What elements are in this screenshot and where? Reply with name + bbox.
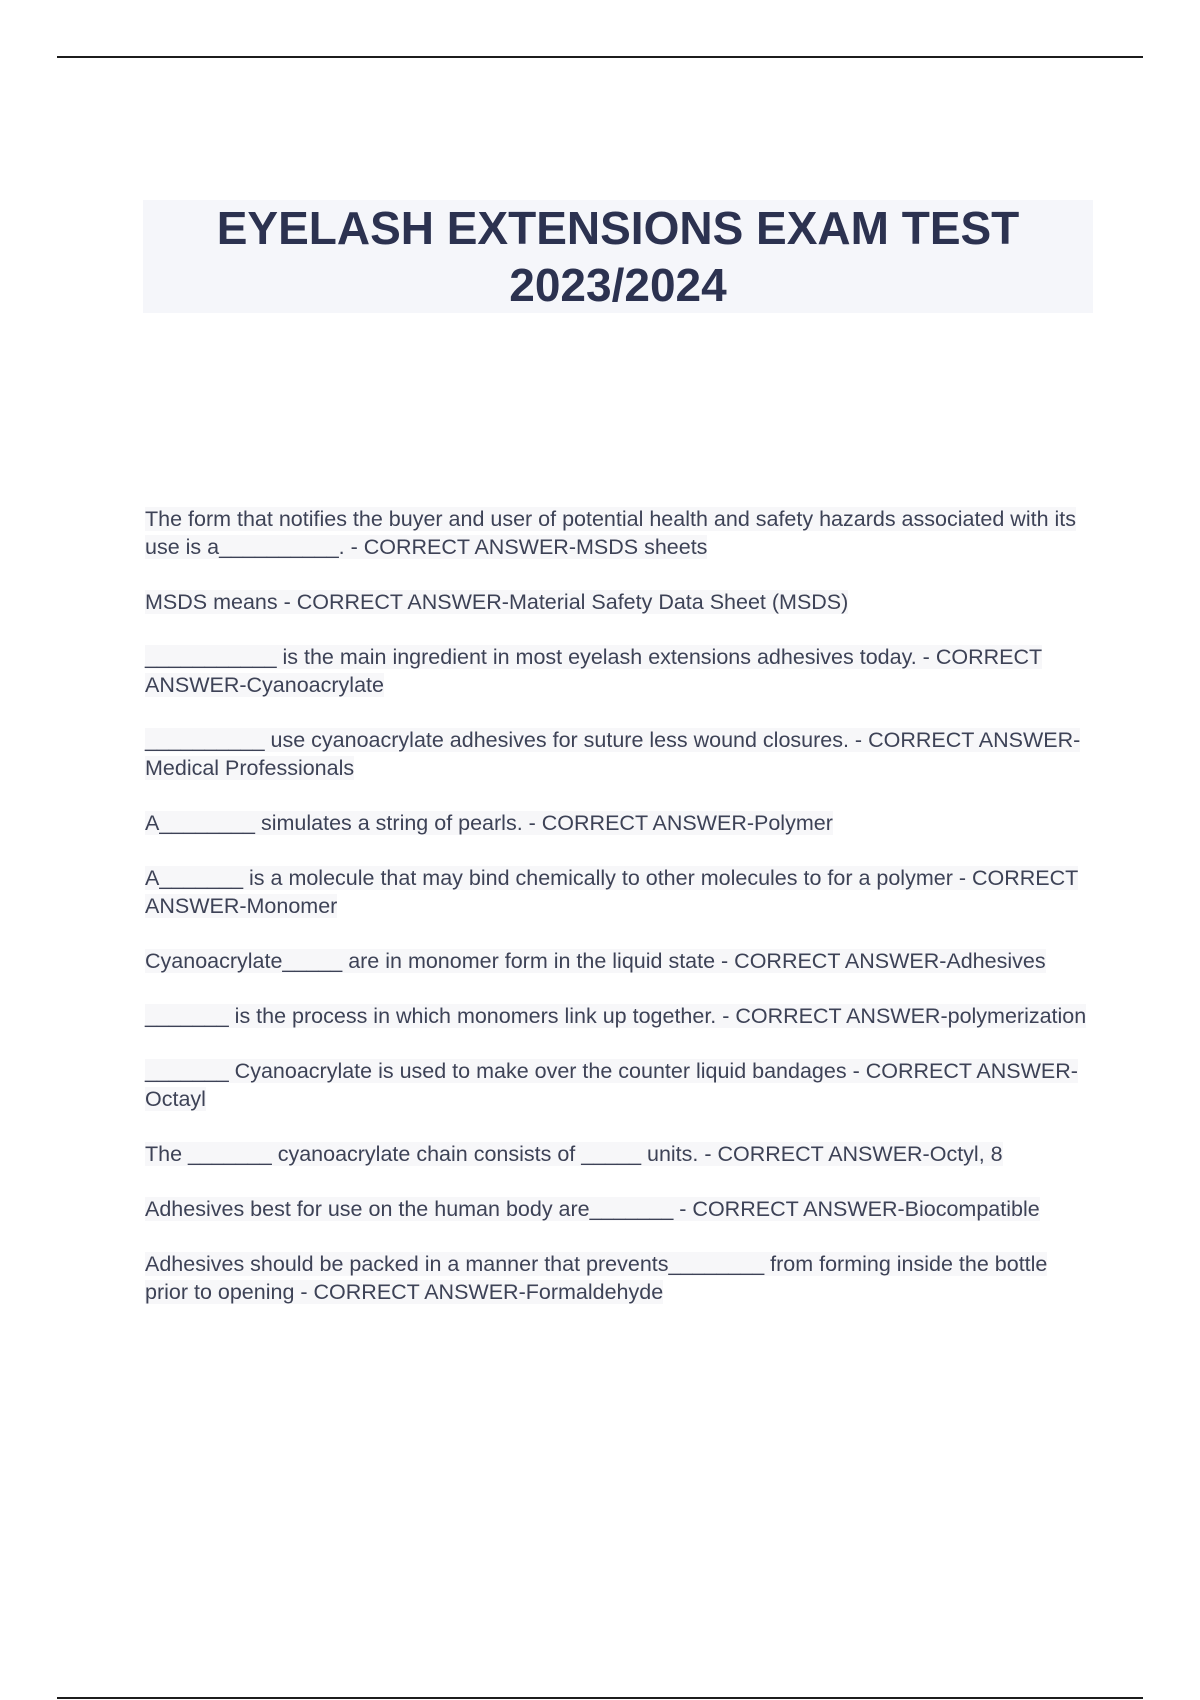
qa-text: Adhesives best for use on the human body are_______ - CORRECT ANSWER-Biocompatible bbox=[145, 1197, 1040, 1221]
document-title bbox=[143, 200, 1093, 314]
qa-text: __________ use cyanoacrylate adhesives for suture less wound closures. - CORRECT ANSWER-Medical Professionals bbox=[145, 728, 1081, 780]
qa-text: _______ is the process in which monomers link up together. - CORRECT ANSWER-polymerization bbox=[145, 1004, 1087, 1028]
qa-text: Cyanoacrylate_____ are in monomer form in the liquid state - CORRECT ANSWER-Adhesives bbox=[145, 949, 1046, 973]
qa-item bbox=[145, 1057, 1095, 1113]
qa-item bbox=[145, 1002, 1095, 1030]
qa-text: A_______ is a molecule that may bind chemically to other molecules to for a polymer - CORRECT ANSWER-Monomer bbox=[145, 866, 1079, 918]
qa-text: ___________ is the main ingredient in most eyelash extensions adhesives today. - CORRECT ANSWER-Cyanoacrylate bbox=[145, 645, 1043, 697]
qa-item bbox=[145, 588, 1095, 616]
qa-item bbox=[145, 1195, 1095, 1223]
qa-text: A________ simulates a string of pearls. - CORRECT ANSWER-Polymer bbox=[145, 811, 833, 835]
qa-item bbox=[145, 1250, 1095, 1306]
title-line-1: EYELASH EXTENSIONS EXAM TEST bbox=[216, 202, 1020, 254]
qa-text: The form that notifies the buyer and user of potential health and safety hazards associated with its use is a__________. - CORRECT ANSWER-MSDS sheets bbox=[145, 507, 1077, 559]
qa-text: _______ Cyanoacrylate is used to make over the counter liquid bandages - CORRECT ANSWER-Octayl bbox=[145, 1059, 1078, 1111]
bottom-rule bbox=[57, 1697, 1143, 1699]
qa-item bbox=[145, 643, 1095, 699]
qa-item bbox=[145, 505, 1095, 561]
qa-text: Adhesives should be packed in a manner that prevents________ from forming inside the bottle prior to opening - CORRECT ANSWER-Formaldehyde bbox=[145, 1252, 1048, 1304]
title-line-2: 2023/2024 bbox=[509, 259, 727, 311]
qa-text: The _______ cyanoacrylate chain consists of _____ units. - CORRECT ANSWER-Octyl, 8 bbox=[145, 1142, 1003, 1166]
top-rule bbox=[57, 56, 1143, 58]
qa-text: MSDS means - CORRECT ANSWER-Material Safety Data Sheet (MSDS) bbox=[145, 590, 849, 614]
qa-item bbox=[145, 947, 1095, 975]
qa-item bbox=[145, 1140, 1095, 1168]
qa-item bbox=[145, 864, 1095, 920]
qa-item bbox=[145, 726, 1095, 782]
title-block bbox=[143, 200, 1093, 313]
question-answer-list bbox=[145, 505, 1095, 1333]
qa-item bbox=[145, 809, 1095, 837]
